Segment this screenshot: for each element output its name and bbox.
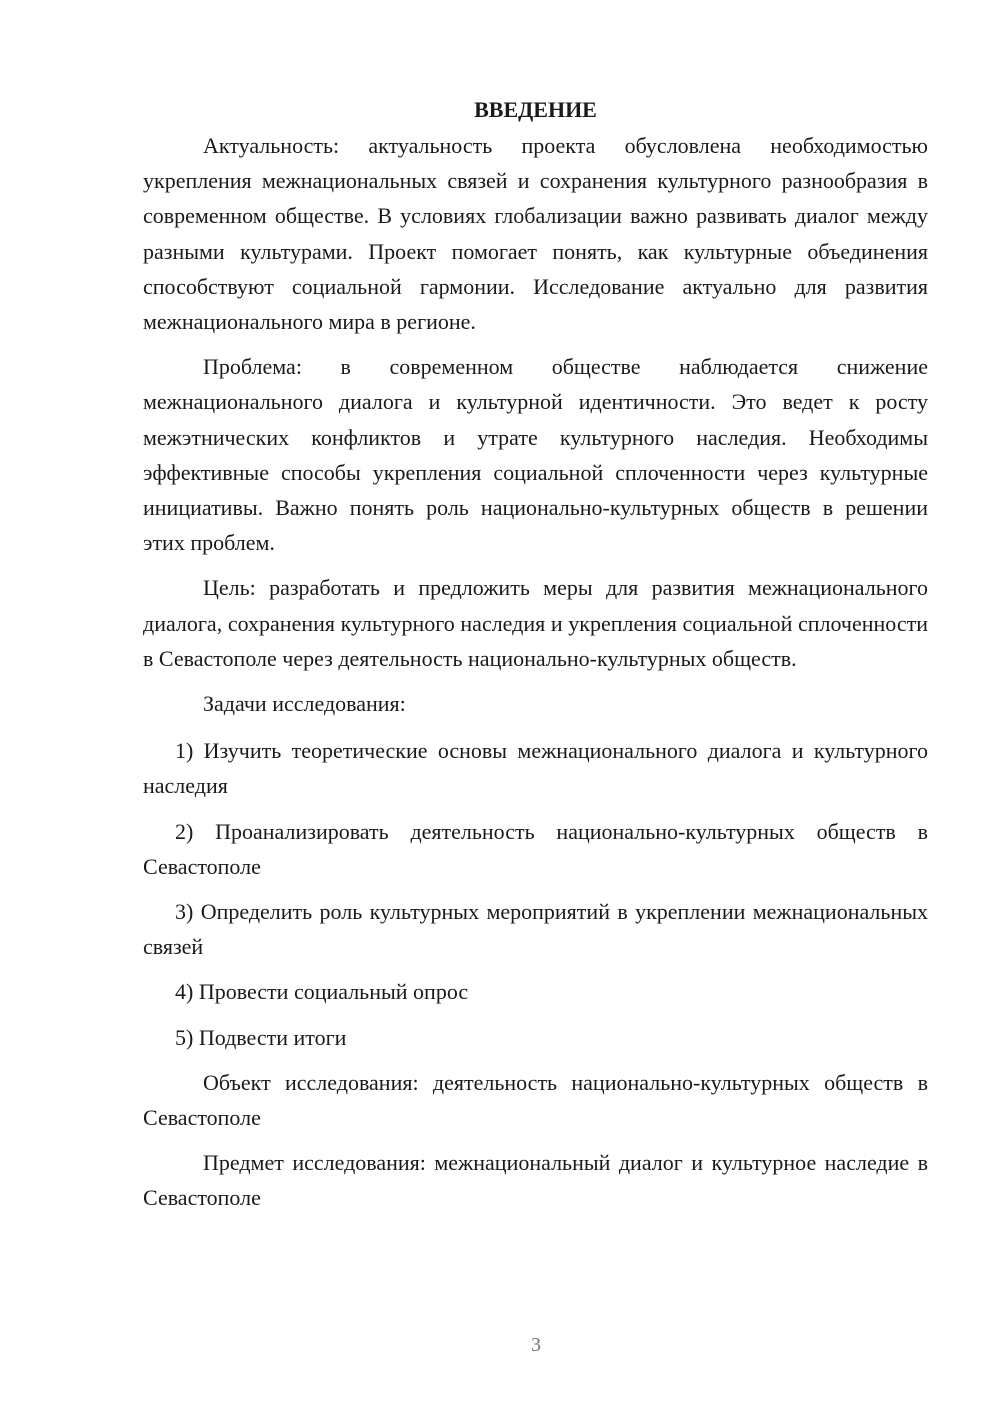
list-item: 4) Провести социальный опрос [175,979,469,1005]
list-item: 5) Подвести итоги [175,1024,347,1050]
paragraph-object: Объект исследования: деятельность национально-культурных обществ в Севастополе [143,1069,928,1131]
paragraph-subject: Предмет исследования: межнациональный диалог и культурное наследие в Севастополе [143,1150,928,1211]
page-number: 3 [531,1334,541,1356]
page-title: ВВЕДЕНИЕ [474,97,597,122]
list-item: 3) Определить роль культурных мероприятий в укреплении межнациональных связей [143,899,928,960]
list-item: 1) Изучить теоретические основы межнационального диалога и культурного наследия [143,738,928,799]
tasks-list [143,733,928,1055]
paragraph-goal: Цель: разработать и предложить меры для развития межнационального диалога, сохранения культурного наследия и укрепления социальной сплоченности в Севастополе через деятельность национально-культурных обществ. [143,575,928,671]
paragraph-problem: Проблема: в современном обществе наблюдается снижение межнационального диалога и культурной идентичности. Это ведет к росту межэтнических конфликтов и утрате культурного наследия. Необходимы эффективные способы укрепления социальной сплоченности через культурные инициативы. Важно понять роль национально-культурных обществ в решении этих проблем. [143,354,928,556]
paragraph-relevance: Актуальность: актуальность проекта обусловлена необходимостью укрепления межнациональных связей и сохранения культурного разнообразия в современном обществе. В условиях глобализации важно развивать диалог между разными культурами. Проект помогает понять, как культурные объединения способствуют социальной гармонии. Исследование актуально для развития межнационального мира в регионе. [143,133,928,335]
document-page [143,92,928,1216]
tasks-heading: Задачи исследования: [203,691,406,717]
list-item: 2) Проанализировать деятельность национально-культурных обществ в Севастополе [143,818,928,879]
